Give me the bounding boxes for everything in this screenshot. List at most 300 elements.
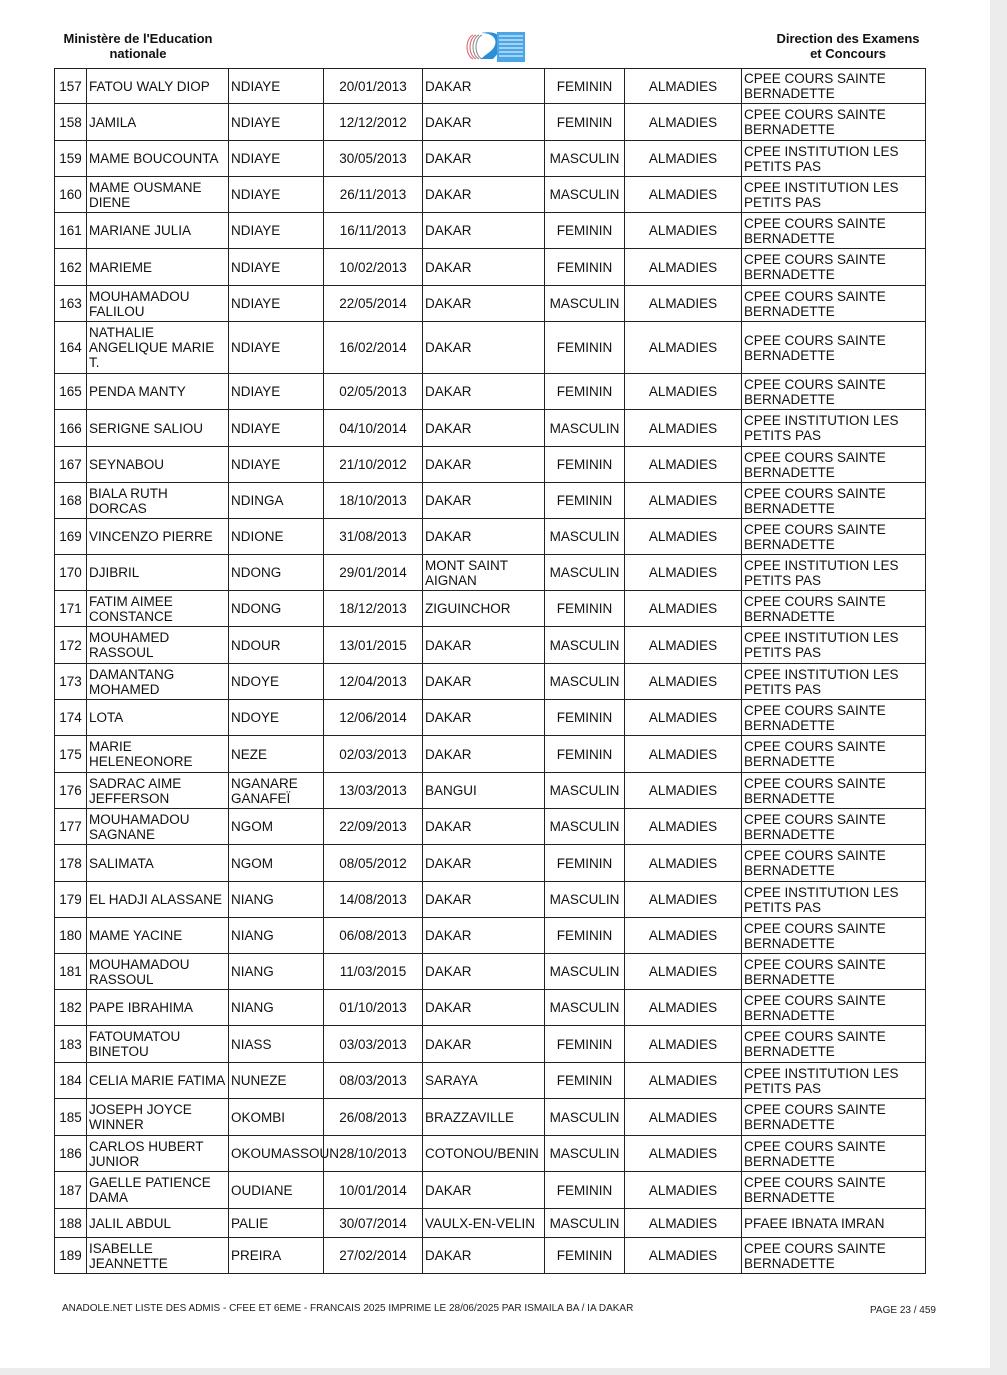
cell-last-name: NGOM	[229, 809, 324, 845]
cell-birth-place: ZIGUINCHOR	[423, 591, 545, 627]
cell-row-number: 165	[55, 374, 87, 410]
cell-center: ALMADIES	[625, 322, 742, 374]
cell-first-name: MARIANE JULIA	[87, 213, 229, 249]
cell-birth-date: 18/12/2013	[324, 591, 423, 627]
cell-first-name: FATOU WALY DIOP	[87, 69, 229, 104]
cell-last-name: NIASS	[229, 1026, 324, 1063]
cell-gender: MASCULIN	[545, 664, 625, 700]
cell-first-name: EL HADJI ALASSANE	[87, 882, 229, 918]
cell-birth-place: BRAZZAVILLE	[423, 1099, 545, 1136]
cell-birth-place: DAKAR	[423, 104, 545, 141]
cell-center: ALMADIES	[625, 1063, 742, 1099]
cell-gender: FEMININ	[545, 1063, 625, 1099]
table-row	[55, 1209, 926, 1238]
cell-first-name: MOUHAMADOU RASSOUL	[87, 954, 229, 990]
cell-birth-date: 29/01/2014	[324, 555, 423, 591]
cell-row-number: 174	[55, 700, 87, 736]
cell-school: PFAEE IBNATA IMRAN	[742, 1209, 926, 1238]
cell-center: ALMADIES	[625, 286, 742, 322]
cell-center: ALMADIES	[625, 104, 742, 141]
cell-first-name: SEYNABOU	[87, 447, 229, 483]
table-row	[55, 447, 926, 483]
cell-gender: FEMININ	[545, 591, 625, 627]
direction-line-2: et Concours	[810, 46, 886, 61]
cell-birth-place: DAKAR	[423, 447, 545, 483]
cell-center: ALMADIES	[625, 1136, 742, 1172]
table-row	[55, 410, 926, 447]
cell-birth-place: DAKAR	[423, 141, 545, 177]
cell-school: CPEE INSTITUTION LES PETITS PAS	[742, 882, 926, 918]
cell-center: ALMADIES	[625, 664, 742, 700]
cell-center: ALMADIES	[625, 591, 742, 627]
cell-row-number: 189	[55, 1238, 87, 1274]
cell-first-name: PAPE IBRAHIMA	[87, 990, 229, 1026]
cell-birth-date: 10/02/2013	[324, 249, 423, 286]
cell-first-name: SALIMATA	[87, 845, 229, 882]
cell-gender: FEMININ	[545, 322, 625, 374]
cell-gender: FEMININ	[545, 483, 625, 519]
cell-row-number: 180	[55, 918, 87, 954]
cell-birth-date: 03/03/2013	[324, 1026, 423, 1063]
cell-birth-place: DAKAR	[423, 483, 545, 519]
table-row	[55, 141, 926, 177]
cell-row-number: 186	[55, 1136, 87, 1172]
cell-last-name: NDIAYE	[229, 286, 324, 322]
cell-last-name: NGOM	[229, 845, 324, 882]
cell-gender: MASCULIN	[545, 519, 625, 555]
cell-first-name: ISABELLE JEANNETTE	[87, 1238, 229, 1274]
table-row	[55, 322, 926, 374]
cell-birth-date: 08/05/2012	[324, 845, 423, 882]
cell-center: ALMADIES	[625, 1238, 742, 1274]
cell-birth-date: 21/10/2012	[324, 447, 423, 483]
ministry-line-1: Ministère de l'Education	[63, 31, 213, 46]
cell-birth-date: 28/10/2013	[324, 1136, 423, 1172]
cell-birth-date: 12/12/2012	[324, 104, 423, 141]
cell-birth-date: 08/03/2013	[324, 1063, 423, 1099]
cell-birth-date: 13/01/2015	[324, 627, 423, 664]
cell-school: CPEE COURS SAINTE BERNADETTE	[742, 519, 926, 555]
cell-gender: MASCULIN	[545, 177, 625, 213]
table-row	[55, 1063, 926, 1099]
cell-first-name: SADRAC AIME JEFFERSON	[87, 773, 229, 809]
cell-gender: FEMININ	[545, 736, 625, 773]
cell-center: ALMADIES	[625, 555, 742, 591]
cell-birth-date: 31/08/2013	[324, 519, 423, 555]
cell-birth-place: DAKAR	[423, 286, 545, 322]
cell-birth-place: DAKAR	[423, 1172, 545, 1209]
cell-row-number: 170	[55, 555, 87, 591]
cell-last-name: NEZE	[229, 736, 324, 773]
cell-center: ALMADIES	[625, 736, 742, 773]
cell-school: CPEE COURS SAINTE BERNADETTE	[742, 69, 926, 104]
cell-birth-place: DAKAR	[423, 882, 545, 918]
cell-last-name: NDIAYE	[229, 213, 324, 249]
cell-center: ALMADIES	[625, 69, 742, 104]
cell-gender: FEMININ	[545, 69, 625, 104]
cell-first-name: MARIE HELENEONORE	[87, 736, 229, 773]
cell-school: CPEE COURS SAINTE BERNADETTE	[742, 286, 926, 322]
cell-last-name: NDOYE	[229, 664, 324, 700]
table-row	[55, 286, 926, 322]
cell-birth-place: DAKAR	[423, 177, 545, 213]
cell-first-name: NATHALIE ANGELIQUE MARIE T.	[87, 322, 229, 374]
direction-line-1: Direction des Examens	[776, 31, 920, 46]
cell-center: ALMADIES	[625, 1209, 742, 1238]
cell-school: CPEE COURS SAINTE BERNADETTE	[742, 447, 926, 483]
table-row	[55, 700, 926, 736]
cell-first-name: MOUHAMADOU FALILOU	[87, 286, 229, 322]
cell-gender: MASCULIN	[545, 773, 625, 809]
cell-birth-date: 26/08/2013	[324, 1099, 423, 1136]
cell-first-name: BIALA RUTH DORCAS	[87, 483, 229, 519]
cell-birth-date: 20/01/2013	[324, 69, 423, 104]
cell-school: CPEE COURS SAINTE BERNADETTE	[742, 990, 926, 1026]
cell-birth-place: VAULX-EN-VELIN	[423, 1209, 545, 1238]
cell-school: CPEE COURS SAINTE BERNADETTE	[742, 809, 926, 845]
cell-birth-place: DAKAR	[423, 664, 545, 700]
cell-school: CPEE COURS SAINTE BERNADETTE	[742, 104, 926, 141]
cell-gender: MASCULIN	[545, 1136, 625, 1172]
cell-birth-date: 13/03/2013	[324, 773, 423, 809]
cell-row-number: 164	[55, 322, 87, 374]
cell-gender: FEMININ	[545, 213, 625, 249]
table-row	[55, 519, 926, 555]
table-row	[55, 213, 926, 249]
cell-last-name: NDIAYE	[229, 249, 324, 286]
cell-last-name: NDIAYE	[229, 141, 324, 177]
cell-last-name: NDIAYE	[229, 374, 324, 410]
cell-last-name: OUDIANE	[229, 1172, 324, 1209]
cell-row-number: 161	[55, 213, 87, 249]
cell-birth-date: 16/11/2013	[324, 213, 423, 249]
cell-last-name: NDOUR	[229, 627, 324, 664]
cell-row-number: 171	[55, 591, 87, 627]
table-row	[55, 1172, 926, 1209]
cell-first-name: JOSEPH JOYCE WINNER	[87, 1099, 229, 1136]
cell-gender: FEMININ	[545, 374, 625, 410]
cell-birth-date: 30/05/2013	[324, 141, 423, 177]
cell-first-name: DJIBRIL	[87, 555, 229, 591]
cell-birth-place: DAKAR	[423, 374, 545, 410]
cell-gender: FEMININ	[545, 1238, 625, 1274]
cell-school: CPEE COURS SAINTE BERNADETTE	[742, 483, 926, 519]
page-number: PAGE 23 / 459	[870, 1305, 936, 1316]
cell-row-number: 182	[55, 990, 87, 1026]
cell-last-name: NDIAYE	[229, 104, 324, 141]
cell-last-name: NDOYE	[229, 700, 324, 736]
cell-birth-date: 10/01/2014	[324, 1172, 423, 1209]
cell-school: CPEE COURS SAINTE BERNADETTE	[742, 249, 926, 286]
cell-birth-date: 30/07/2014	[324, 1209, 423, 1238]
table-row	[55, 990, 926, 1026]
cell-first-name: DAMANTANG MOHAMED	[87, 664, 229, 700]
cell-school: CPEE COURS SAINTE BERNADETTE	[742, 773, 926, 809]
cell-birth-date: 06/08/2013	[324, 918, 423, 954]
cell-first-name: MAME BOUCOUNTA	[87, 141, 229, 177]
cell-gender: FEMININ	[545, 249, 625, 286]
cell-gender: MASCULIN	[545, 627, 625, 664]
cell-birth-place: DAKAR	[423, 954, 545, 990]
cell-last-name: NIANG	[229, 990, 324, 1026]
cell-school: CPEE INSTITUTION LES PETITS PAS	[742, 410, 926, 447]
table-row	[55, 918, 926, 954]
cell-birth-date: 12/06/2014	[324, 700, 423, 736]
cell-birth-place: DAKAR	[423, 519, 545, 555]
cell-gender: MASCULIN	[545, 954, 625, 990]
cell-last-name: NIANG	[229, 918, 324, 954]
cell-center: ALMADIES	[625, 519, 742, 555]
cell-school: CPEE COURS SAINTE BERNADETTE	[742, 954, 926, 990]
cell-first-name: CARLOS HUBERT JUNIOR	[87, 1136, 229, 1172]
cell-center: ALMADIES	[625, 882, 742, 918]
table-row	[55, 1026, 926, 1063]
table-row	[55, 809, 926, 845]
cell-first-name: JALIL ABDUL	[87, 1209, 229, 1238]
cell-gender: FEMININ	[545, 1026, 625, 1063]
cell-center: ALMADIES	[625, 177, 742, 213]
cell-school: CPEE COURS SAINTE BERNADETTE	[742, 1099, 926, 1136]
cell-birth-date: 26/11/2013	[324, 177, 423, 213]
cell-last-name: NDIAYE	[229, 177, 324, 213]
cell-birth-place: DAKAR	[423, 69, 545, 104]
cell-last-name: NDIAYE	[229, 410, 324, 447]
cell-last-name: NIANG	[229, 954, 324, 990]
cell-birth-date: 27/02/2014	[324, 1238, 423, 1274]
table-row	[55, 591, 926, 627]
cell-center: ALMADIES	[625, 447, 742, 483]
cell-center: ALMADIES	[625, 1099, 742, 1136]
cell-gender: MASCULIN	[545, 990, 625, 1026]
cell-row-number: 183	[55, 1026, 87, 1063]
cell-row-number: 168	[55, 483, 87, 519]
table-row	[55, 1099, 926, 1136]
cell-gender: MASCULIN	[545, 1209, 625, 1238]
cell-row-number: 178	[55, 845, 87, 882]
cell-first-name: VINCENZO PIERRE	[87, 519, 229, 555]
cell-last-name: NDIAYE	[229, 69, 324, 104]
cell-birth-date: 12/04/2013	[324, 664, 423, 700]
ministry-logo-icon	[459, 29, 529, 65]
cell-school: CPEE COURS SAINTE BERNADETTE	[742, 1026, 926, 1063]
cell-first-name: LOTA	[87, 700, 229, 736]
cell-row-number: 175	[55, 736, 87, 773]
cell-last-name: OKOMBI	[229, 1099, 324, 1136]
cell-birth-place: MONT SAINT AIGNAN	[423, 555, 545, 591]
cell-center: ALMADIES	[625, 410, 742, 447]
cell-gender: MASCULIN	[545, 809, 625, 845]
cell-last-name: PALIE	[229, 1209, 324, 1238]
cell-school: CPEE INSTITUTION LES PETITS PAS	[742, 177, 926, 213]
cell-last-name: NDINGA	[229, 483, 324, 519]
cell-birth-place: DAKAR	[423, 1026, 545, 1063]
cell-center: ALMADIES	[625, 627, 742, 664]
cell-first-name: FATOUMATOU BINETOU	[87, 1026, 229, 1063]
cell-birth-date: 14/08/2013	[324, 882, 423, 918]
cell-row-number: 181	[55, 954, 87, 990]
cell-center: ALMADIES	[625, 374, 742, 410]
cell-first-name: CELIA MARIE FATIMA	[87, 1063, 229, 1099]
table-row	[55, 1136, 926, 1172]
cell-birth-place: DAKAR	[423, 845, 545, 882]
ministry-line-2: nationale	[109, 46, 167, 61]
cell-school: CPEE INSTITUTION LES PETITS PAS	[742, 555, 926, 591]
cell-birth-date: 16/02/2014	[324, 322, 423, 374]
cell-row-number: 157	[55, 69, 87, 104]
cell-row-number: 159	[55, 141, 87, 177]
cell-school: CPEE COURS SAINTE BERNADETTE	[742, 700, 926, 736]
cell-birth-place: DAKAR	[423, 700, 545, 736]
cell-birth-place: DAKAR	[423, 322, 545, 374]
cell-gender: FEMININ	[545, 845, 625, 882]
cell-last-name: NDONG	[229, 555, 324, 591]
cell-first-name: MARIEME	[87, 249, 229, 286]
cell-center: ALMADIES	[625, 483, 742, 519]
cell-first-name: SERIGNE SALIOU	[87, 410, 229, 447]
cell-school: CPEE COURS SAINTE BERNADETTE	[742, 322, 926, 374]
cell-school: CPEE COURS SAINTE BERNADETTE	[742, 374, 926, 410]
cell-last-name: NIANG	[229, 882, 324, 918]
cell-row-number: 177	[55, 809, 87, 845]
cell-center: ALMADIES	[625, 249, 742, 286]
cell-birth-place: DAKAR	[423, 213, 545, 249]
cell-school: CPEE INSTITUTION LES PETITS PAS	[742, 141, 926, 177]
table-row	[55, 483, 926, 519]
cell-last-name: NDIAYE	[229, 447, 324, 483]
admitted-students-table	[54, 68, 926, 1274]
cell-row-number: 179	[55, 882, 87, 918]
cell-school: CPEE COURS SAINTE BERNADETTE	[742, 1136, 926, 1172]
cell-first-name: JAMILA	[87, 104, 229, 141]
cell-row-number: 169	[55, 519, 87, 555]
table-row	[55, 773, 926, 809]
table-row	[55, 736, 926, 773]
cell-row-number: 172	[55, 627, 87, 664]
cell-school: CPEE COURS SAINTE BERNADETTE	[742, 591, 926, 627]
cell-school: CPEE COURS SAINTE BERNADETTE	[742, 1238, 926, 1274]
cell-row-number: 167	[55, 447, 87, 483]
cell-gender: MASCULIN	[545, 286, 625, 322]
cell-row-number: 176	[55, 773, 87, 809]
cell-school: CPEE COURS SAINTE BERNADETTE	[742, 845, 926, 882]
cell-birth-place: DAKAR	[423, 1238, 545, 1274]
cell-school: CPEE COURS SAINTE BERNADETTE	[742, 918, 926, 954]
cell-center: ALMADIES	[625, 773, 742, 809]
cell-school: CPEE INSTITUTION LES PETITS PAS	[742, 664, 926, 700]
cell-center: ALMADIES	[625, 141, 742, 177]
table-row	[55, 1238, 926, 1274]
cell-last-name: NDIONE	[229, 519, 324, 555]
table-row	[55, 555, 926, 591]
cell-last-name: OKOUMASSOUN	[229, 1136, 324, 1172]
cell-first-name: MAME OUSMANE DIENE	[87, 177, 229, 213]
cell-birth-place: DAKAR	[423, 736, 545, 773]
table-row	[55, 104, 926, 141]
cell-birth-place: DAKAR	[423, 990, 545, 1026]
table-row	[55, 374, 926, 410]
table-row	[55, 954, 926, 990]
cell-birth-date: 18/10/2013	[324, 483, 423, 519]
cell-birth-place: DAKAR	[423, 809, 545, 845]
direction-header	[740, 31, 956, 61]
cell-last-name: NDIAYE	[229, 322, 324, 374]
cell-birth-place: COTONOU/BENIN	[423, 1136, 545, 1172]
cell-row-number: 162	[55, 249, 87, 286]
cell-gender: FEMININ	[545, 1172, 625, 1209]
cell-birth-place: DAKAR	[423, 918, 545, 954]
cell-first-name: MOUHAMED RASSOUL	[87, 627, 229, 664]
cell-birth-date: 02/03/2013	[324, 736, 423, 773]
cell-birth-date: 22/05/2014	[324, 286, 423, 322]
cell-gender: MASCULIN	[545, 882, 625, 918]
cell-first-name: MOUHAMADOU SAGNANE	[87, 809, 229, 845]
cell-birth-place: DAKAR	[423, 627, 545, 664]
cell-gender: FEMININ	[545, 447, 625, 483]
table-row	[55, 845, 926, 882]
cell-center: ALMADIES	[625, 213, 742, 249]
cell-gender: FEMININ	[545, 700, 625, 736]
cell-birth-date: 22/09/2013	[324, 809, 423, 845]
cell-row-number: 158	[55, 104, 87, 141]
cell-gender: MASCULIN	[545, 410, 625, 447]
cell-gender: FEMININ	[545, 918, 625, 954]
cell-center: ALMADIES	[625, 845, 742, 882]
cell-center: ALMADIES	[625, 1172, 742, 1209]
cell-first-name: MAME YACINE	[87, 918, 229, 954]
table-row	[55, 882, 926, 918]
cell-center: ALMADIES	[625, 990, 742, 1026]
cell-gender: MASCULIN	[545, 555, 625, 591]
table-row	[55, 664, 926, 700]
cell-last-name: NUNEZE	[229, 1063, 324, 1099]
cell-school: CPEE INSTITUTION LES PETITS PAS	[742, 1063, 926, 1099]
cell-birth-place: BANGUI	[423, 773, 545, 809]
table-row	[55, 69, 926, 104]
cell-first-name: PENDA MANTY	[87, 374, 229, 410]
table-row	[55, 627, 926, 664]
cell-school: CPEE COURS SAINTE BERNADETTE	[742, 213, 926, 249]
cell-row-number: 160	[55, 177, 87, 213]
cell-row-number: 187	[55, 1172, 87, 1209]
cell-gender: FEMININ	[545, 104, 625, 141]
table-row	[55, 177, 926, 213]
cell-birth-date: 04/10/2014	[324, 410, 423, 447]
cell-center: ALMADIES	[625, 954, 742, 990]
cell-birth-date: 01/10/2013	[324, 990, 423, 1026]
cell-row-number: 166	[55, 410, 87, 447]
cell-school: CPEE COURS SAINTE BERNADETTE	[742, 1172, 926, 1209]
cell-row-number: 163	[55, 286, 87, 322]
cell-birth-place: DAKAR	[423, 410, 545, 447]
footer-print-info: ANADOLE.NET LISTE DES ADMIS - CFEE ET 6EME - FRANCAIS 2025 IMPRIME LE 28/06/2025 PAR ISMAILA BA / IA DAKAR	[62, 1303, 634, 1314]
cell-first-name: FATIM AIMEE CONSTANCE	[87, 591, 229, 627]
cell-birth-place: DAKAR	[423, 249, 545, 286]
cell-school: CPEE INSTITUTION LES PETITS PAS	[742, 627, 926, 664]
cell-gender: MASCULIN	[545, 1099, 625, 1136]
cell-last-name: NGANARE GANAFEÏ	[229, 773, 324, 809]
cell-school: CPEE COURS SAINTE BERNADETTE	[742, 736, 926, 773]
cell-first-name: GAELLE PATIENCE DAMA	[87, 1172, 229, 1209]
cell-last-name: PREIRA	[229, 1238, 324, 1274]
cell-row-number: 185	[55, 1099, 87, 1136]
ministry-header	[52, 31, 224, 61]
table-row	[55, 249, 926, 286]
cell-last-name: NDONG	[229, 591, 324, 627]
cell-center: ALMADIES	[625, 700, 742, 736]
cell-center: ALMADIES	[625, 1026, 742, 1063]
cell-birth-place: SARAYA	[423, 1063, 545, 1099]
cell-row-number: 184	[55, 1063, 87, 1099]
